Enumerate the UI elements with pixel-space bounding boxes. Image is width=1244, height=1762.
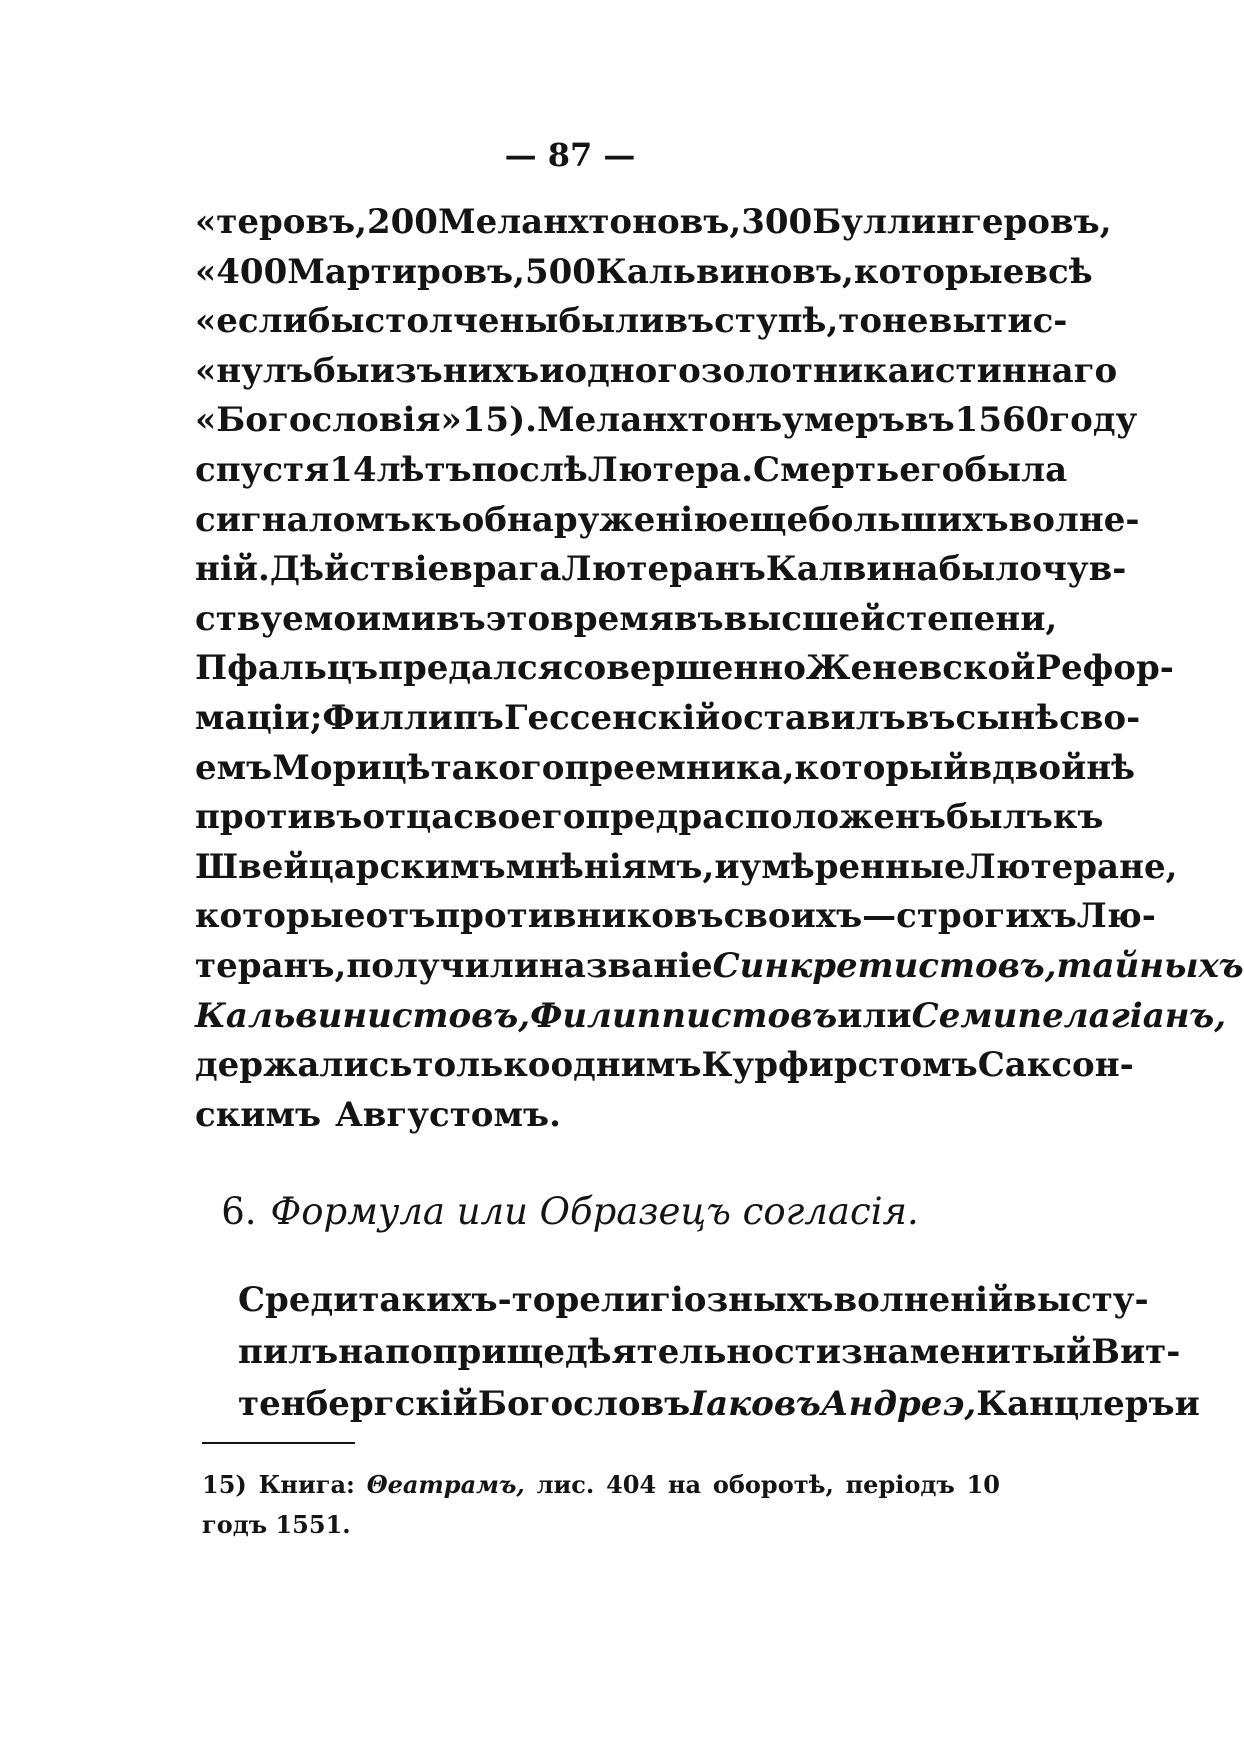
word: Меланхтоновъ, [437,202,742,242]
word: такого [430,747,565,788]
word: его [899,449,965,490]
word: 1560 [954,400,1050,441]
word: къ [410,499,462,540]
word: къ [1052,797,1104,838]
word: Кальвиновъ, [595,251,854,292]
word: вытис- [928,301,1068,342]
word: «Богословія» [195,400,462,441]
text-line [195,843,1178,893]
word: сигналомъ [195,499,411,540]
word: лѣтъ [376,449,472,490]
word: волненій [833,1280,1014,1320]
word: 15) [202,1470,247,1499]
word: Пфальцъ [195,648,379,689]
word: Женевской [805,648,1036,689]
word: году [1049,400,1138,441]
word: 14 [329,449,377,490]
word: Буллингеровъ, [812,202,1112,242]
word: теранъ, [195,945,347,986]
word: лис. [536,1470,595,1499]
word: сво- [1059,697,1141,738]
word: высшей [723,598,886,639]
word: Θеатрамъ, [366,1470,525,1499]
word: своего [453,797,586,838]
text-line [195,595,1058,645]
text-line [195,347,1118,397]
word: сынѣ [955,697,1060,738]
word: обнаруженію [461,499,729,540]
text-line [195,942,1244,992]
word: тайныхъ [1056,945,1244,986]
word: въ [436,598,486,639]
word: были [558,301,665,342]
word: Морицѣ [272,747,431,788]
word: бы [312,350,370,391]
word: оборотѣ, [712,1470,834,1499]
word: «400 [195,251,288,292]
word: чув- [1041,549,1127,590]
text-line [195,545,1127,595]
word: періодъ [845,1470,955,1499]
word: Филиппистовъ [530,995,838,1036]
text-line [238,1326,1181,1378]
word: ній. [195,549,270,590]
word: спустя [195,449,330,490]
word: «если [195,301,308,342]
word: которые [195,896,366,937]
word: тенбергскій [238,1384,478,1424]
word: въ [905,697,956,738]
word: 10 [966,1470,1000,1499]
word: которые [853,251,1025,292]
text-line [195,992,1227,1042]
word: получили [346,945,539,986]
word: Рефор- [1035,648,1174,689]
word: названіе [538,945,713,986]
section-number: 6. [221,1190,257,1233]
word: мнѣніямъ, [505,846,715,887]
text-line [195,744,1136,794]
word: и [714,846,740,887]
word: Калвина [765,549,939,590]
footnote-line: годъ 1551. [202,1510,351,1539]
word: въ [664,301,715,342]
word: Смерть [753,449,900,490]
text-line [238,1274,1149,1326]
word: Филлипъ [322,697,504,738]
word: Богословъ [477,1384,691,1424]
word: Книга: [258,1470,355,1499]
word: и [1174,1384,1200,1424]
word: въ [673,598,724,639]
word: своихъ—строгихъ [723,896,1077,937]
word: Курфирстомъ [701,1045,978,1086]
text-line [195,297,1068,347]
word: знаменитый [840,1332,1092,1372]
word: золотника [700,350,910,391]
text-line [195,793,1104,843]
word: на [667,1470,702,1499]
footnote-line [202,1465,1000,1505]
word: Канцлеръ [976,1384,1175,1424]
text-line [195,248,1093,298]
word: 500 [524,251,596,292]
word: была [964,449,1068,490]
text-line [238,1378,1200,1430]
word: дѣятельности [564,1332,841,1372]
word: только [412,1045,551,1086]
word: держались [195,1045,413,1086]
word: умѣренные [739,846,966,887]
word: Гессенскій [503,697,721,738]
word: ими [356,598,436,639]
word: умеръ [782,400,905,441]
word: Мартировъ, [287,251,525,292]
text-line [195,694,1141,744]
word: въ [904,400,955,441]
word: и [539,350,565,391]
word: Лютера. [587,449,754,490]
word: пилъ [238,1332,339,1372]
word: степени, [885,598,1058,639]
word: время [550,598,674,639]
text-line [195,644,1174,694]
footnote-rule [202,1442,355,1444]
word: Лютеранъ [561,549,766,590]
word: былъ [946,797,1053,838]
word: отца [362,797,454,838]
word: Вит- [1091,1332,1181,1372]
text-line [195,1091,1000,1141]
text-line [195,396,1138,446]
word: противъ [195,797,363,838]
word: Андреэ, [820,1384,977,1424]
page-number: — 87 — [504,136,636,174]
word: на [338,1332,386,1372]
word: емъ [195,747,273,788]
footnote [202,1465,1000,1545]
body-paragraph [195,198,1244,1140]
word: большихъ [808,499,1009,540]
word: Швейцарскимъ [195,846,506,887]
word: всѣ [1024,251,1093,292]
section-paragraph [238,1274,1200,1430]
word: Меланхтонъ [537,400,783,441]
text-line [195,496,1140,546]
word: Среди [238,1280,359,1320]
word: одного [564,350,701,391]
word: нихъ [442,350,540,391]
word: «нулъ [195,350,313,391]
text-line [195,198,1112,248]
word: Синкретистовъ, [712,945,1057,986]
word: 200 [366,202,438,242]
word: Лютеране, [965,846,1178,887]
word: скимъ [195,1094,322,1135]
word: отъ [365,896,436,937]
word: врага [449,549,562,590]
word: Дѣйствіе [269,549,450,590]
word: Августомъ. [335,1094,561,1135]
word: предрасположенъ [585,797,946,838]
word: Кальвинистовъ, [195,995,531,1036]
word: оставилъ [720,697,906,738]
word: вдвойнѣ [968,747,1136,788]
word: 15). [461,400,538,441]
word: преемника, [564,747,795,788]
text-line [195,892,1156,942]
section-title: Формула или Образецъ согласія. [270,1190,919,1233]
word: бы [307,301,365,342]
word: Іаковъ [690,1384,821,1424]
word: изъ [369,350,443,391]
word: совершенно [562,648,806,689]
text-line [195,1041,1134,1091]
word: то [838,301,883,342]
word: маціи; [195,697,323,738]
word: послѣ [471,449,588,490]
word: 404 [606,1470,657,1499]
word: 300 [741,202,813,242]
word: не [882,301,929,342]
word: Лю- [1076,896,1156,937]
word: религіозныхъ [555,1280,834,1320]
word: ступѣ, [714,301,839,342]
word: ствуемо [195,598,357,639]
word: предался [378,648,563,689]
word: высту- [1013,1280,1149,1320]
word: такихъ-то [358,1280,556,1320]
word: было [938,549,1042,590]
word: Семипелагіанъ, [911,995,1227,1036]
word: поприще [385,1332,565,1372]
word: еще [728,499,809,540]
word: или [837,995,912,1036]
section-heading [0,1190,1140,1233]
word: столчены [364,301,559,342]
word: волне- [1008,499,1140,540]
word: который [794,747,969,788]
word: однимъ [550,1045,702,1086]
word: Саксон- [977,1045,1134,1086]
word: это [485,598,551,639]
word: истиннаго [909,350,1118,391]
word: противниковъ [435,896,724,937]
word: «теровъ, [195,202,367,242]
text-line [195,446,1068,496]
